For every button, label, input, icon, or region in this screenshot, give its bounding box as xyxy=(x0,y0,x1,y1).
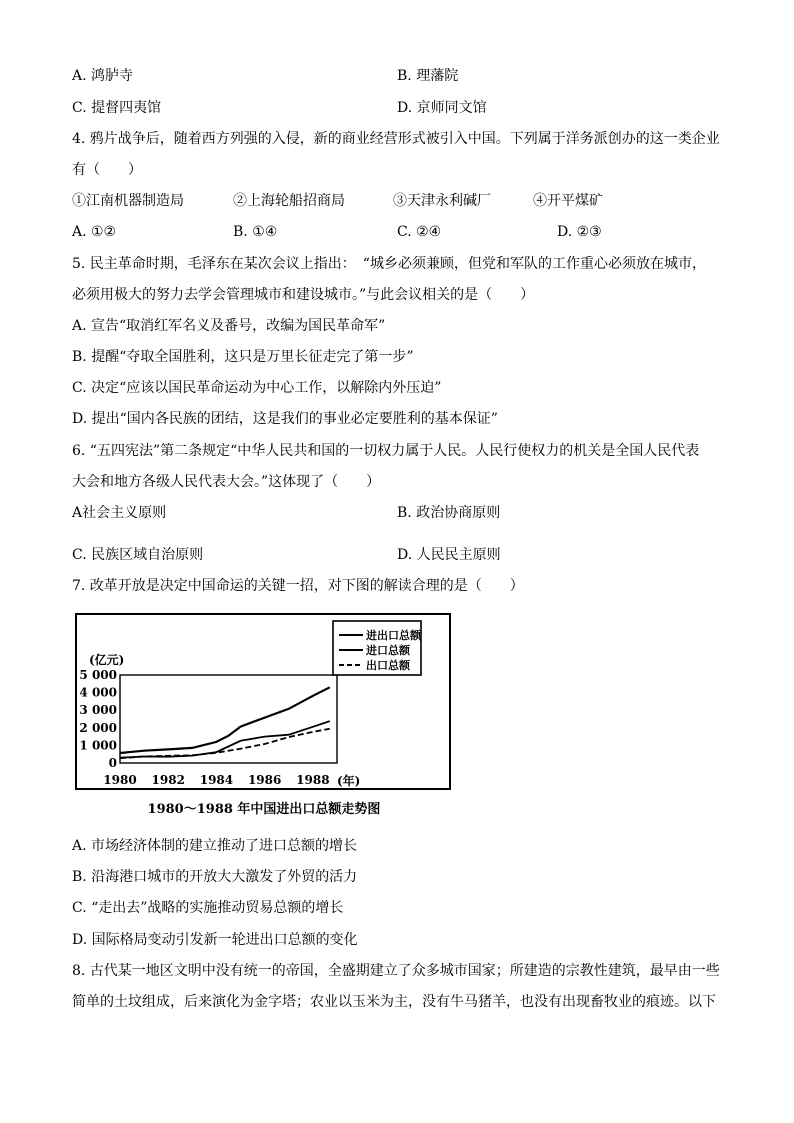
legend-label: 进口总额 xyxy=(366,644,410,657)
q8-stem-line1: 8. 古代某一地区文明中没有统一的帝国，全盛期建立了众多城市国家；所建造的宗教性建筑，最早由一些 xyxy=(72,963,720,979)
q6-option-a: A社会主义原则 xyxy=(72,505,167,521)
q7-stem: 7. 改革开放是决定中国命运的关键一招，对下图的解读合理的是（ ） xyxy=(72,578,524,594)
q3-option-d: D. 京师同文馆 xyxy=(397,100,487,116)
series-line-1 xyxy=(120,687,330,753)
y-tick-label: 1 000 xyxy=(79,738,117,753)
x-tick-label: 1986 xyxy=(247,773,282,787)
y-axis-unit: (亿元) xyxy=(89,653,125,667)
series-line-2 xyxy=(120,721,330,758)
legend-label: 出口总额 xyxy=(366,659,410,672)
q4-option-a: A. ①② xyxy=(72,224,117,240)
y-tick-label: 0 xyxy=(108,756,117,770)
q7-option-a: A. 市场经济体制的建立推动了进口总额的增长 xyxy=(72,838,358,854)
x-tick-label: 1984 xyxy=(199,773,234,787)
q4-stem-line2: 有（ ） xyxy=(72,162,142,178)
trade-trend-chart xyxy=(75,613,453,821)
q7-option-c: C. “走出去”战略的实施推动贸易总额的增长 xyxy=(72,900,344,916)
q4-option-d: D. ②③ xyxy=(557,224,602,240)
q7-option-b: B. 沿海港口城市的开放大大激发了外贸的活力 xyxy=(72,869,358,885)
x-axis-unit: (年) xyxy=(337,774,361,788)
q5-option-c: C. 决定“应该以国民革命运动为中心工作，以解除内外压迫” xyxy=(72,380,442,396)
q6-option-c: C. 民族区域自治原则 xyxy=(72,547,204,563)
q4-item-2: ②上海轮船招商局 xyxy=(233,193,345,209)
q4-item-1: ①江南机器制造局 xyxy=(72,193,184,209)
y-tick-labels xyxy=(79,668,117,770)
series-lines xyxy=(120,687,330,758)
x-tick-label: 1982 xyxy=(151,773,185,787)
q5-option-a: A. 宣告“取消红军名义及番号，改编为国民革命军” xyxy=(72,318,386,334)
q5-stem-line1: 5. 民主革命时期，毛泽东在某次会议上指出： “城乡必须兼顾，但党和军队的工作重心必须放在城市， xyxy=(72,256,706,272)
y-tick-label: 5 000 xyxy=(79,668,117,682)
x-tick-label: 1988 xyxy=(296,773,330,787)
y-tick-label: 4 000 xyxy=(79,685,117,700)
q5-option-b: B. 提醒“夺取全国胜利，这只是万里长征走完了第一步” xyxy=(72,349,414,365)
q6-stem-line2: 大会和地方各级人民代表大会。”这体现了（ ） xyxy=(72,474,381,490)
q4-option-b: B. ①④ xyxy=(233,224,278,240)
q3-option-a: A. 鸿胪寺 xyxy=(72,68,134,84)
x-tick-labels xyxy=(103,773,329,787)
q5-stem-line2: 必须用极大的努力去学会管理城市和建设城市。”与此会议相关的是（ ） xyxy=(72,287,535,303)
q3-option-c: C. 提督四夷馆 xyxy=(72,100,162,116)
legend-label: 进出口总额 xyxy=(366,629,421,642)
q6-option-d: D. 人民民主原则 xyxy=(397,547,501,563)
q6-stem-line1: 6. “五四宪法”第二条规定“中华人民共和国的一切权力属于人民。人民行使权力的机关是全国人民代表 xyxy=(72,443,700,459)
q8-stem-line2: 简单的土坟组成，后来演化为金字塔；农业以玉米为主，没有牛马猪羊，也没有出现畜牧业的痕迹。以下 xyxy=(72,994,716,1010)
q6-option-b: B. 政治协商原则 xyxy=(397,505,501,521)
y-tick-label: 2 000 xyxy=(79,720,117,735)
q4-option-c: C. ②④ xyxy=(397,224,442,240)
q5-option-d: D. 提出“国内各民族的团结，这是我们的事业必定要胜利的基本保证” xyxy=(72,411,498,427)
y-tick-label: 3 000 xyxy=(79,703,117,718)
series-line-3 xyxy=(120,729,330,759)
x-tick-label: 1980 xyxy=(103,773,137,787)
q4-item-4: ④开平煤矿 xyxy=(533,193,603,209)
q4-item-3: ③天津永利碱厂 xyxy=(393,193,491,209)
q3-option-b: B. 理藩院 xyxy=(397,68,459,84)
chart-caption: 1980～1988 年中国进出口总额走势图 xyxy=(147,802,381,817)
q4-stem-line1: 4. 鸦片战争后，随着西方列强的入侵，新的商业经营形式被引入中国。下列属于洋务派创办的这一类企业 xyxy=(72,131,720,147)
legend-entries xyxy=(339,628,422,672)
q7-option-d: D. 国际格局变动引发新一轮进出口总额的变化 xyxy=(72,932,358,948)
